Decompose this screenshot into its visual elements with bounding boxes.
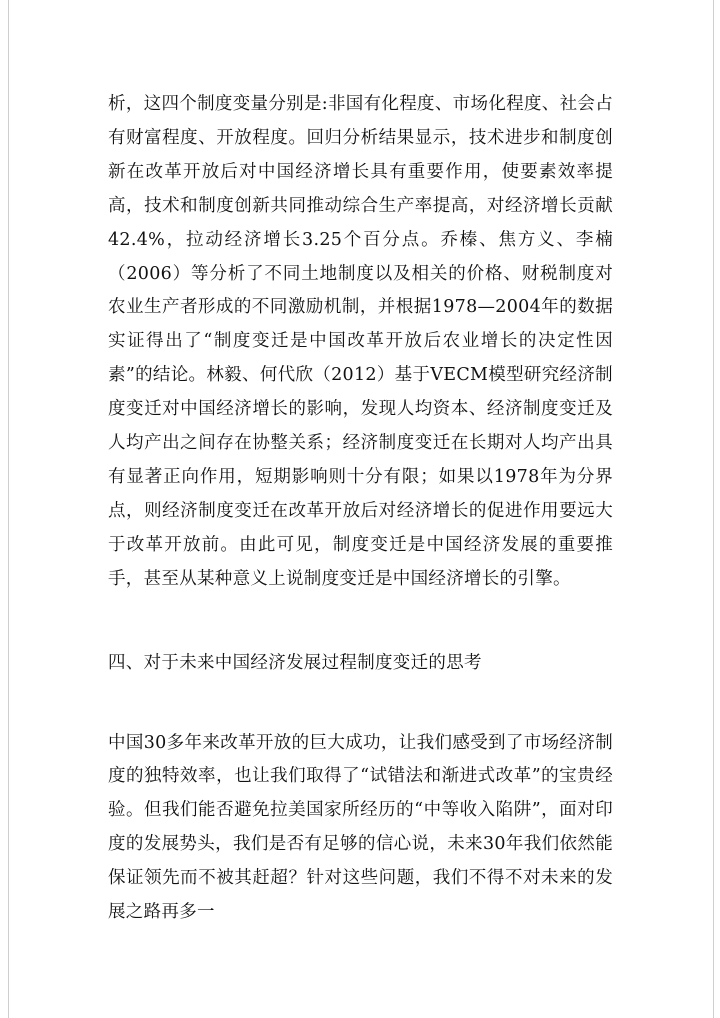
body-paragraph-1: 析，这四个制度变量分别是:非国有化程度、市场化程度、社会占有财富程度、开放程度。回归分析结果显示，技术进步和制度创新在改革开放后对中国经济增长具有重要作用，使要素效率提高，技术和制度创新共同推动综合生产率提高，对经济增长贡献42.4%，拉动经济增长3.25个百分点。乔榛、焦方义、李楠（2006）等分析了不同土地制度以及相关的价格、财税制度对农业生产者形成的不同激励机制，并根据1978—2004年的数据实证得出了“制度变迁是中国改革开放后农业增长的决定性因素”的结论。林毅、何代欣（2012）基于VECM模型研究经济制度变迁对中国经济增长的影响，发现人均资本、经济制度变迁及人均产出之间存在协整关系；经济制度变迁在长期对人均产出具有显著正向作用，短期影响则十分有限；如果以1978年为分界点，则经济制度变迁在改革开放后对经济增长的促进作用要远大于改革开放前。由此可见，制度变迁是中国经济发展的重要推手，甚至从某种意义上说制度变迁是中国经济增长的引擎。 [108,94,613,589]
body-paragraph-2: 中国30多年来改革开放的巨大成功，让我们感受到了市场经济制度的独特效率，也让我们取得了“试错法和渐进式改革”的宝贵经验。但我们能否避免拉美国家所经历的“中等收入陷阱”，面对印度的发展势头，我们是否有足够的信心说，未来30年我们依然能保证领先而不被其赶超？针对这些问题，我们不得不对未来的发展之路再多一 [108,732,613,923]
page-border-right [713,0,714,1018]
document-body [108,88,613,930]
paragraph-spacer [108,681,613,727]
page-border-left [8,0,9,1018]
section-heading: 四、对于未来中国经济发展过程制度变迁的思考 [108,652,482,673]
paragraph-spacer [108,597,613,647]
